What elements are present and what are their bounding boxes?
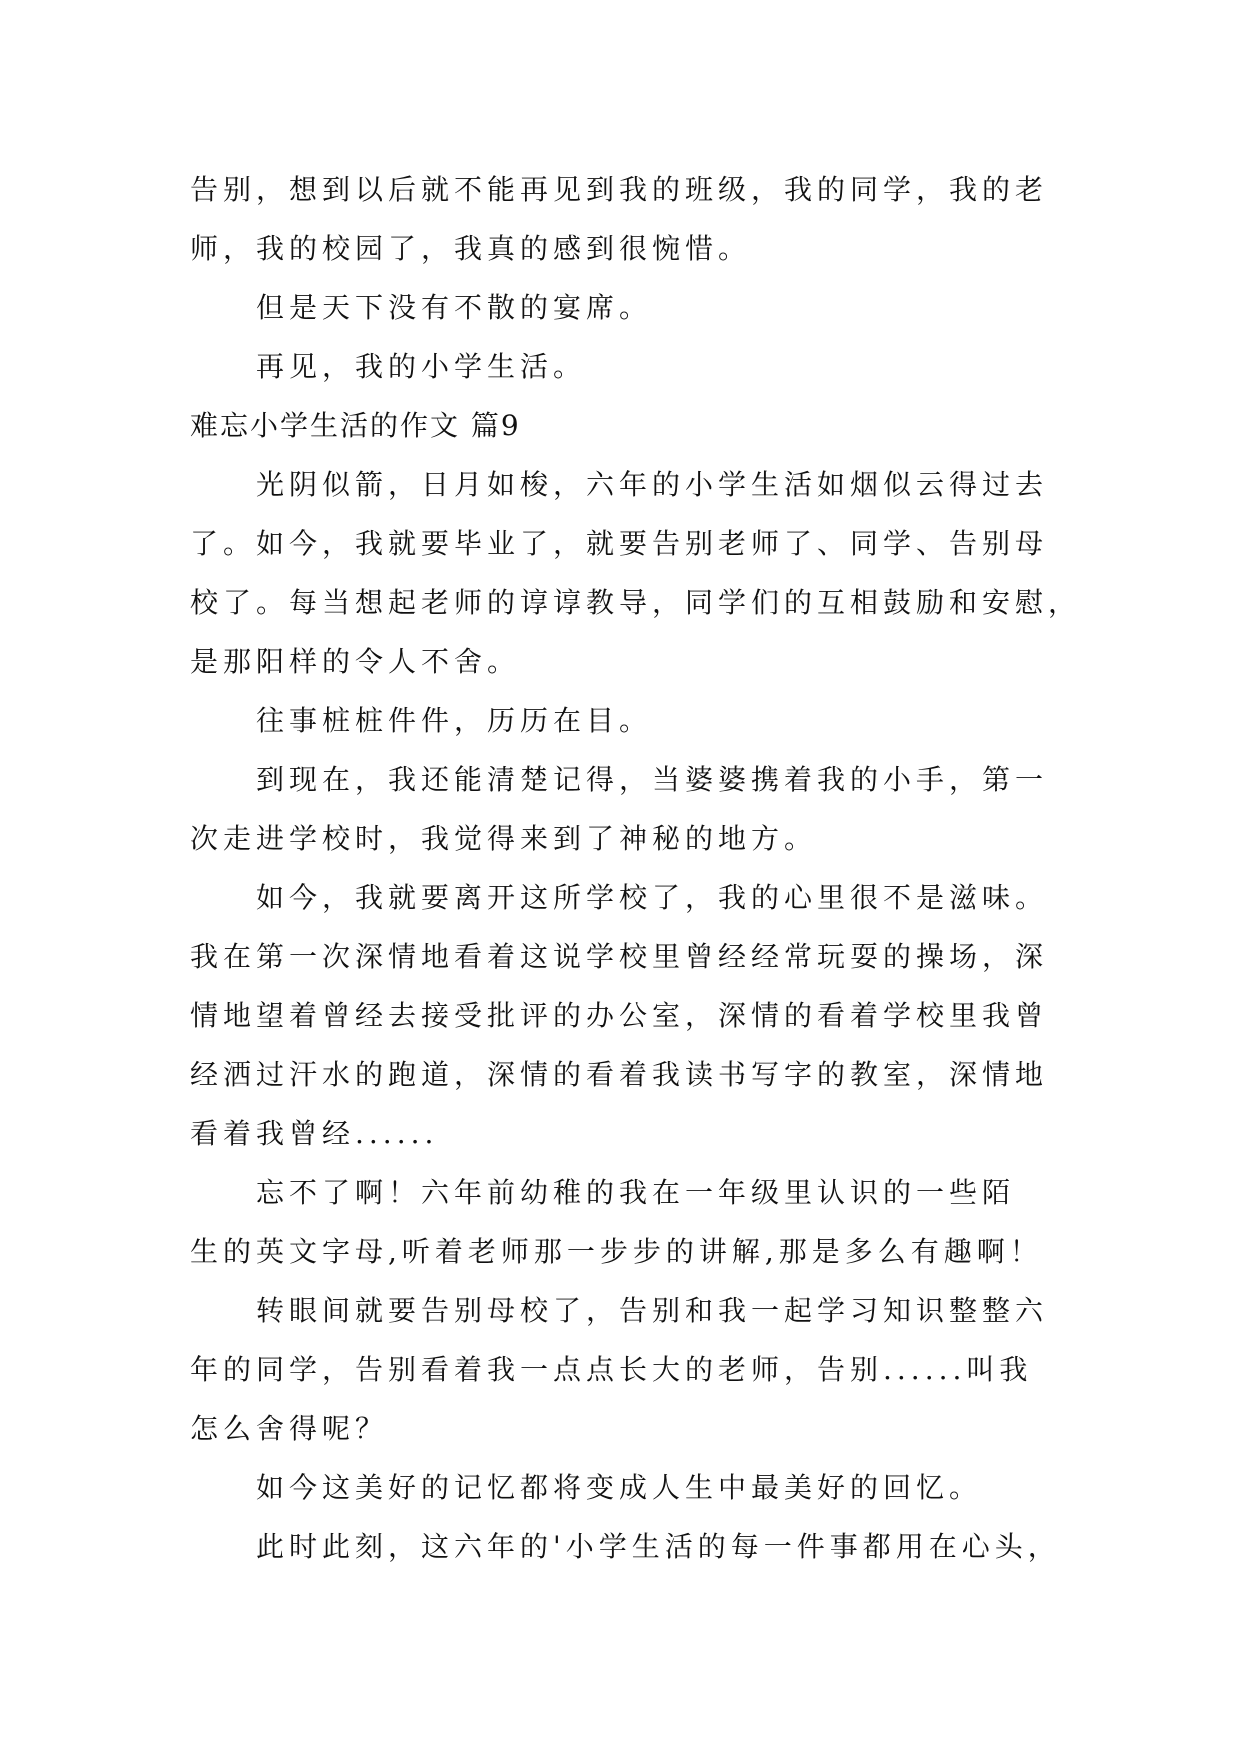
text-line: 此时此刻，这六年的'小学生活的每一件事都用在心头，	[256, 1530, 1061, 1563]
text-line: 经洒过汗水的跑道，深情的看着我读书写字的教室，深情地	[190, 1058, 1049, 1091]
text-line: 次走进学校时，我觉得来到了神秘的地方。	[190, 822, 818, 855]
text-line: 往事桩桩件件，历历在目。	[256, 704, 653, 737]
document-page	[190, 160, 1082, 1576]
text-line: 但是天下没有不散的宴席。	[256, 291, 653, 324]
text-line: 怎么舍得呢？	[190, 1412, 389, 1445]
text-line: 如今，我就要离开这所学校了，我的心里很不是滋味。	[256, 881, 1049, 914]
text-line: 到现在，我还能清楚记得，当婆婆携着我的小手，第一	[256, 763, 1049, 796]
text-line: 校了。每当想起老师的谆谆教导，同学们的互相鼓励和安慰，	[190, 586, 1082, 619]
text-line: 情地望着曾经去接受批评的办公室，深情的看着学校里我曾	[190, 999, 1049, 1032]
text-line: 师，我的校园了，我真的感到很惋惜。	[190, 232, 752, 265]
text-line: 我在第一次深情地看着这说学校里曾经经常玩耍的操场，深	[190, 940, 1049, 973]
text-line: 年的同学，告别看着我一点点长大的老师，告别......叫我	[190, 1353, 1033, 1386]
text-line: 忘不了啊！六年前幼稚的我在一年级里认识的一些陌	[256, 1176, 1016, 1209]
text-line: 光阴似箭，日月如梭，六年的小学生活如烟似云得过去	[256, 468, 1049, 501]
text-line: 看着我曾经......	[190, 1117, 439, 1150]
text-line: 再见，我的小学生活。	[256, 350, 587, 383]
text-line: 如今这美好的记忆都将变成人生中最美好的回忆。	[256, 1471, 983, 1504]
text-line: 转眼间就要告别母校了，告别和我一起学习知识整整六	[256, 1294, 1049, 1327]
text-line: 告别，想到以后就不能再见到我的班级，我的同学，我的老	[190, 173, 1049, 206]
text-line: 是那阳样的令人不舍。	[190, 645, 521, 678]
text-line: 生的英文字母,听着老师那一步步的讲解,那是多么有趣啊！	[190, 1235, 1043, 1268]
section-title: 难忘小学生活的作文 篇9	[190, 409, 521, 442]
text-line: 了。如今，我就要毕业了，就要告别老师了、同学、告别母	[190, 527, 1049, 560]
